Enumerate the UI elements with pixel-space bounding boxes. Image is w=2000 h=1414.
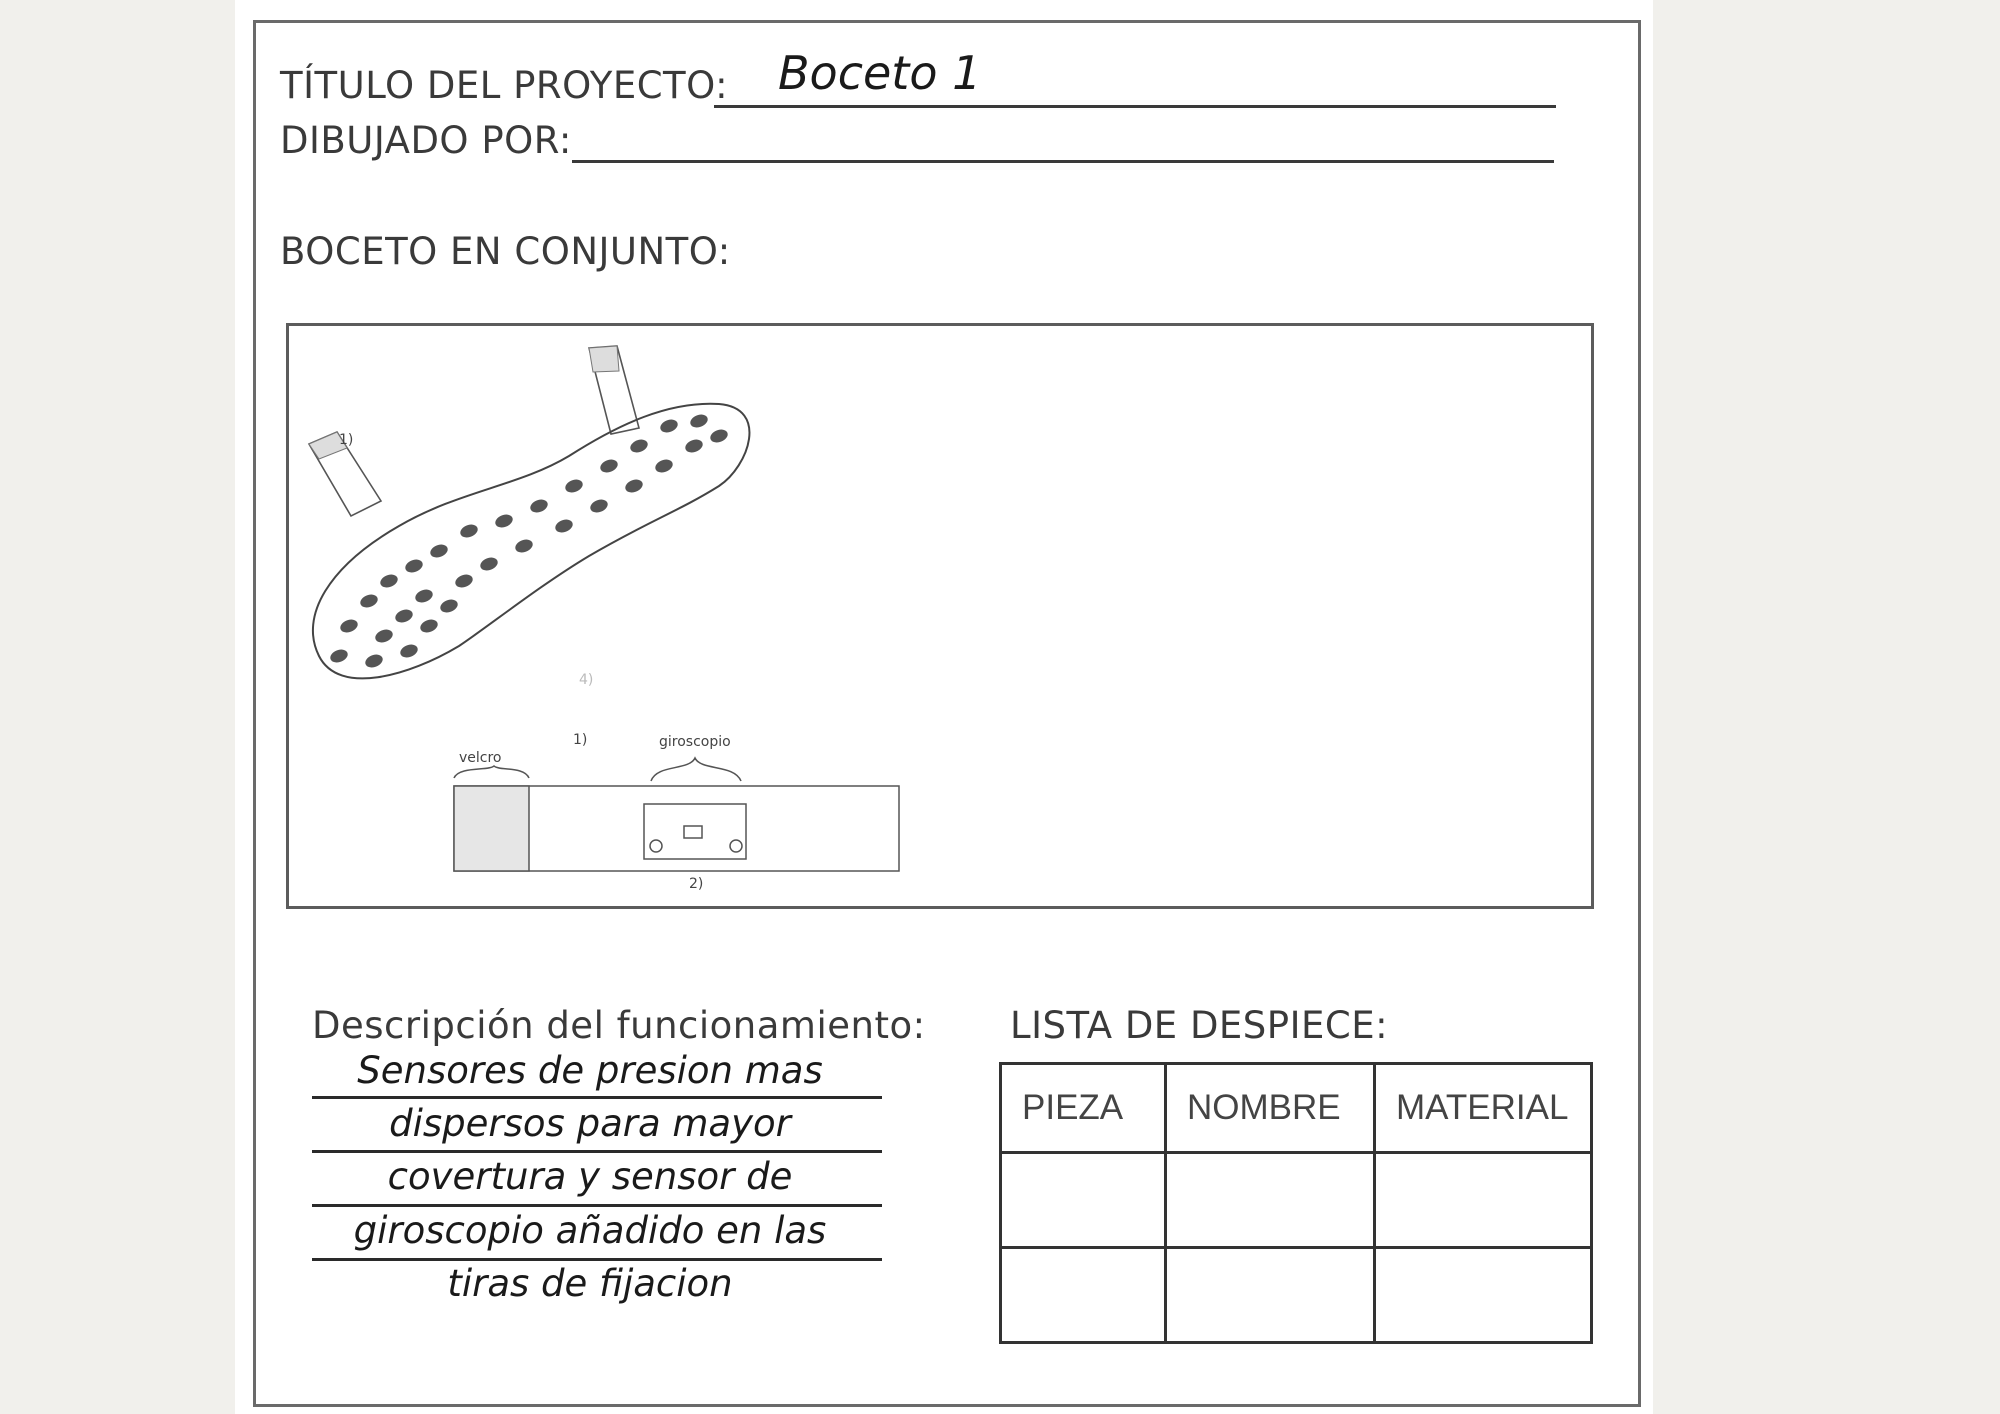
annotation-part1-mid: 1) [573,732,588,748]
parts-list-table [999,1062,1593,1344]
description-line-3: covertura y sensor de [387,1155,793,1198]
annotation-velcro: velcro [459,750,502,766]
column-header-nombre: NOMBRE [1166,1064,1375,1153]
velcro-area [454,786,529,871]
table-cell[interactable] [1001,1248,1166,1343]
sketch-area [286,323,1594,909]
table-header-row [1001,1064,1592,1153]
insole-sketch [289,326,929,906]
description-line-4: giroscopio añadido en las [353,1209,827,1252]
description-label: Descripción del funcionamiento: [312,1004,926,1047]
annotation-part1-top: 1) [339,432,354,448]
column-header-material: MATERIAL [1375,1064,1592,1153]
sketch-section-label: BOCETO EN CONJUNTO: [280,230,731,273]
velcro-brace [454,766,529,778]
gyroscope-chip [684,826,702,838]
annotation-gyroscope: giroscopio [659,734,731,750]
table-cell[interactable] [1166,1248,1375,1343]
annotation-faint: 4) [579,672,594,688]
description-rule-3 [312,1204,882,1207]
description-line-2: dispersos para mayor [389,1102,791,1145]
table-cell[interactable] [1001,1153,1166,1248]
gyroscope-brace [651,758,741,781]
drawn-by-label: DIBUJADO POR: [280,119,572,162]
table-row [1001,1153,1592,1248]
description-line-1: Sensores de presion mas [357,1049,823,1092]
drawn-by-underline [572,160,1554,163]
annotation-part2: 2) [689,876,704,892]
project-title-underline [714,105,1556,108]
table-cell[interactable] [1166,1153,1375,1248]
project-title-label: TÍTULO DEL PROYECTO: [280,64,729,107]
description-rule-1 [312,1096,882,1099]
column-header-pieza: PIEZA [1001,1064,1166,1153]
description-rule-4 [312,1258,882,1261]
project-title-value[interactable]: Boceto 1 [778,46,982,100]
table-row [1001,1248,1592,1343]
parts-list-label: LISTA DE DESPIECE: [1010,1004,1389,1047]
description-line-5: tiras de fijacion [447,1262,733,1305]
velcro-right [589,346,619,372]
description-rule-2 [312,1150,882,1153]
table-cell[interactable] [1375,1248,1592,1343]
table-cell[interactable] [1375,1153,1592,1248]
pressure-sensors [328,412,729,669]
